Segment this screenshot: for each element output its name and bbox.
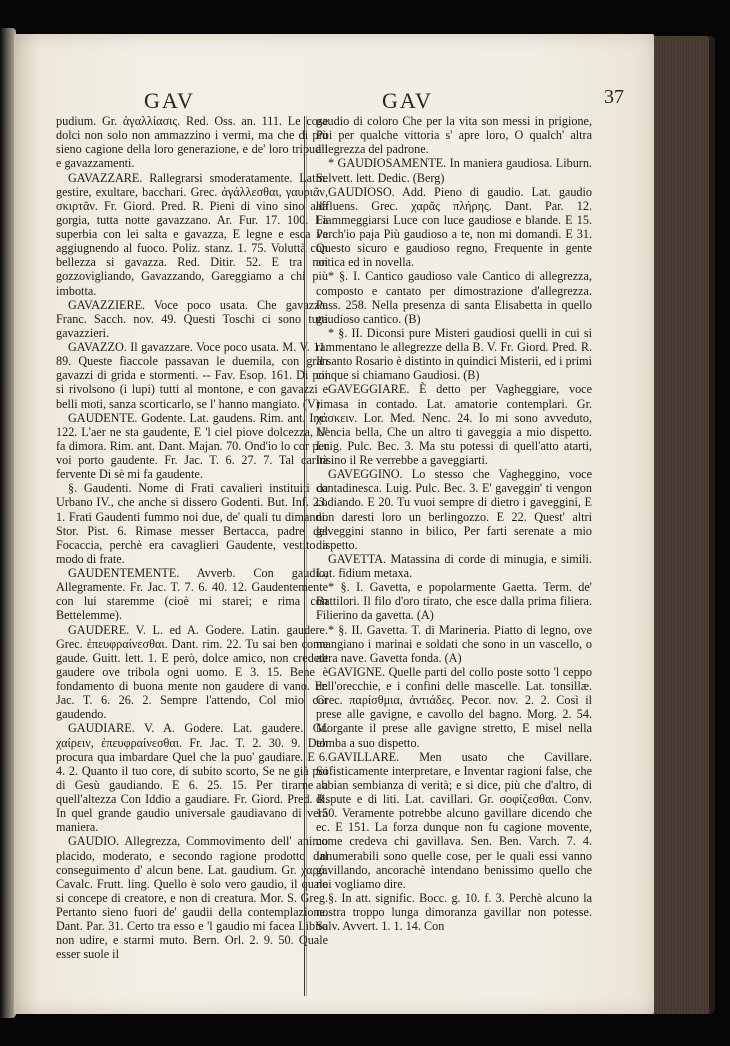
dictionary-entry: GAVEGGINO. Lo stesso che Vagheggino, voce contadinesca. Luig. Pulc. Bec. 3. E' gaveggin' ti vengon codiando. E 20. Tu vuoi sempre di dietro i gaveggini, E non daresti loro un berlingozzo. E 22. Quest' altri gaveggini stanno in bilico, Per farti serenate a mio dispetto. (316, 467, 592, 552)
book-page (14, 34, 654, 1014)
dictionary-entry: GAUDENTEMENTE. Avverb. Con gaudio, Allegramente. Fr. Jac. T. 7. 6. 40. 12. Gaudentemente con lui staremme (cioè mi starei; e rima con Bettelemme). (56, 566, 328, 623)
dictionary-entry: GAVIGNE. Quelle parti del collo poste sotto 'l ceppo dell'orecchie, e i confini delle mascelle. Lat. tonsillæ. Grec. παρίσθμια, ἀντιάδες. Pecor. nov. 2. 2. Così il prese alle gavigne, e cavollo del bagno. Morg. 2. 54. Morgante il prese alle gavigne stretto, E misel nella tomba a suo dispetto. (316, 664, 592, 750)
dictionary-entry: GAVAZZARE. Rallegrarsi smoderatamente. Latin. gestire, exultare, bacchari. Grec. ἀγάλλεσθαι, γαυριᾶν, σκιρτᾶν. Fr. Giord. Pred. R. Pieni di vino sino alla gorgia, tutta notte gavazzano. Ar. Fur. 17. 100. La superbia con lei salta e gavazza, E legne e esca va aggiugnendo al fuoco. Poliz. stanz. 1. 75. Voluttà con bellezza si gavazza. Red. Ditir. 52. E tra noi gozzovigliando, Gavazzando, Gareggiamo a chi più imbotta. (56, 170, 328, 298)
dictionary-entry: * §. I. Gavetta, e popolarmente Gaetta. Term. de' Battilori. Il filo d'oro tirato, che esce dalla prima filiera. Filierino da gavetta. (A) (316, 580, 592, 623)
page-stack-edge (652, 36, 712, 1014)
dictionary-entry: GAVAZZIERE. Voce poco usata. Che gavazza. Franc. Sacch. nov. 49. Questi Toschi ci sono tutti gavazzieri. (56, 297, 328, 340)
dictionary-entry: GAVEGGIARE. È detto per Vagheggiare, voce rimasa in contado. Lat. amatorie contemplari. Gr. χάσκειν. Lor. Med. Nenc. 24. Io mi sono avveduto, Nencia bella, Che un altro ti gaveggia a mio dispetto. Luig. Pulc. Bec. 3. Ma stu potessi di quell'atto atarti, Insino il Re verrebbe a gaveggiarti. (316, 382, 592, 467)
dictionary-entry: GAUDIARE. V. A. Godere. Lat. gaudere. Gr. χαίρειν, ἐπευφραίνεσθαι. Fr. Jac. T. 2. 30. 9. Deh procura qua imbardare Quel che la puo' gaudiare. E 6. 4. 2. Quanto il tuo core, di subito scorto, Se ne già poi di Gesù gaudiando. E 6. 25. 15. Per tirarne a quell'altezza Con Iddio a gaudiare. Fr. Giord. Pred. R. In quel grande gaudio universale gaudiavano di vera maniera. (56, 721, 328, 835)
left-column (56, 114, 328, 1014)
dictionary-entry: * §. II. Gavetta. T. di Marineria. Piatto di legno, ove mangiano i marinai e soldati che sono in un vascello, o altra nave. Gavetta fonda. (A) (316, 622, 592, 665)
dictionary-entry: GAUDENTE. Godente. Lat. gaudens. Rim. ant. Inc. 122. L'aer ne sta gaudente, E 'l ciel piove dolcezza, U' fa dimora. Rim. ant. Dant. Majan. 70. Ond'io lo cor per voi porto gaudente. Fr. Jac. T. 6. 27. 7. Tal carità fervente Di sè mi fa gaudente. (56, 410, 328, 482)
dictionary-entry: GAVILLARE. Men usato che Cavillare. Sofisticamente interpretare, e Inventar ragioni false, che abbian sembianza di verità; e si dice, più che d'altro, di dispute e di liti. Lat. cavillari. Gr. σοφίζεσθαι. Conv. 150. Veramente potrebbe alcuno gavillare dicendo che ec. E 151. La forza dunque non fu cagione movente, come credeva chi gavillava. Sen. Ben. Varch. 7. 4. Innumerabili sono quelle cose, per le quali essi vanno gavillando, ancorachè intendano benissimo quello che noi vogliamo dire. (316, 749, 592, 891)
dictionary-entry: GAUDIOSO. Add. Pieno di gaudio. Lat. gaudio affluens. Grec. χαρᾶς πλήρης. Dant. Par. 12. Fiammeggiarsi Luce con luce gaudiose e blande. E 15. Perch'io paja Più gaudioso a te, non mi domandi. E 31. Questo sicuro e gaudioso regno, Frequente in gente antica ed in novella. (316, 184, 592, 270)
dictionary-entry: GAVETTA. Matassina di corde di minugia, e simili. Lat. fidium metaxa. (316, 551, 592, 580)
dictionary-entry: pudium. Gr. ἀγαλλίασις. Red. Oss. an. 111. Le cose dolci non solo non ammazzino i vermi, ma che di più sieno cagione della loro generazione, e de' loro tripudii e gavazzamenti. (56, 114, 328, 171)
dictionary-entry: §. In att. signific. Bocc. g. 10. f. 3. Perchè alcuno la nostra troppo lunga dimoranza gavillar non potesse. Salv. Avvert. 1. 1. 14. Con (316, 890, 592, 934)
dictionary-entry: GAVAZZO. Il gavazzare. Voce poco usata. M. V. 11. 89. Queste fiaccole passavan le duemila, con gran gavazzi di grida e stormenti. -- Fav. Esop. 161. Di poi si rivolsono (i lupi) tutti al montone, e con gavazzi e belli moti, sanza scorticarlo, se l' hanno mangiato. (V) (56, 340, 328, 411)
page-number: 37 (604, 86, 624, 108)
right-column (316, 114, 592, 1014)
running-head-left: GAV (144, 88, 195, 113)
dictionary-entry: §. Gaudenti. Nome di Frati cavalieri instituiti da Urbano IV., che anche si dissero Godenti. But. Inf. 23. 1. Frati Gaudenti fummo noi due, de' quali tu dimandi. Stor. Pist. 6. Rimase messer Bertacca, padre del Focaccia, perchè era cavaglieri Gaudente, vestito a modo di frate. (56, 481, 328, 566)
dictionary-entry: GAUDERE. V. L. ed A. Godere. Latin. gaudere. Grec. ἐπευφραίνεσθαι. Dant. rim. 22. Tu sai ben come gaude. Guitt. lett. 1. E però, dolce amico, non credete gaudere ove tribola ogni uomo. E 3. 15. Bene è fondamento di buona mente non gaudere di vano. Fr. Jac. T. 6. 26. 2. Sempre l'attendo, Col mio cor gaudendo. (56, 622, 328, 722)
dictionary-entry: GAUDIO. Allegrezza, Commovimento dell' animo placido, moderato, e secondo ragione prodotto dal conseguimento d' alcun bene. Lat. gaudium. Gr. χαρά. Cavalc. Frutt. ling. Quello è solo vero gaudio, il quale si concepe di creatore, e non di creatura. Mor. S. Greg. Pertanto sieno fuori de' gaudii della contemplazione. Dant. Par. 31. Certo tra esso e 'l gaudio mi facea Libito non udire, e starmi muto. Bern. Orl. 2. 9. 50. Quale esser suole il (56, 834, 328, 962)
running-head-right: GAV (382, 88, 433, 113)
dictionary-entry: gaudio di coloro Che per la vita son messi in prigione, Poi per qualche vittoria s' apre loro, O qualch' altra allegrezza del padrone. (316, 114, 592, 157)
column-divider (304, 116, 305, 996)
dictionary-entry: * §. I. Cantico gaudioso vale Cantico di allegrezza, composto e cantato per dimostrazione d'allegrezza. Pass. 258. Nella presenza di santa Elisabetta in quello gaudioso cantico. (B) (316, 269, 592, 326)
dictionary-entry: * GAUDIOSAMENTE. In maniera gaudiosa. Liburn. Selvett. lett. Dedic. (Berg) (316, 156, 592, 185)
dictionary-entry: * §. II. Diconsi pure Misteri gaudiosi quelli in cui si rammentano le allegrezze della B. V. Fr. Giord. Pred. R. Il santo Rosario è distinto in quindici Misterii, ed i primi cinque si chiamano Gaudiosi. (B) (316, 325, 592, 383)
